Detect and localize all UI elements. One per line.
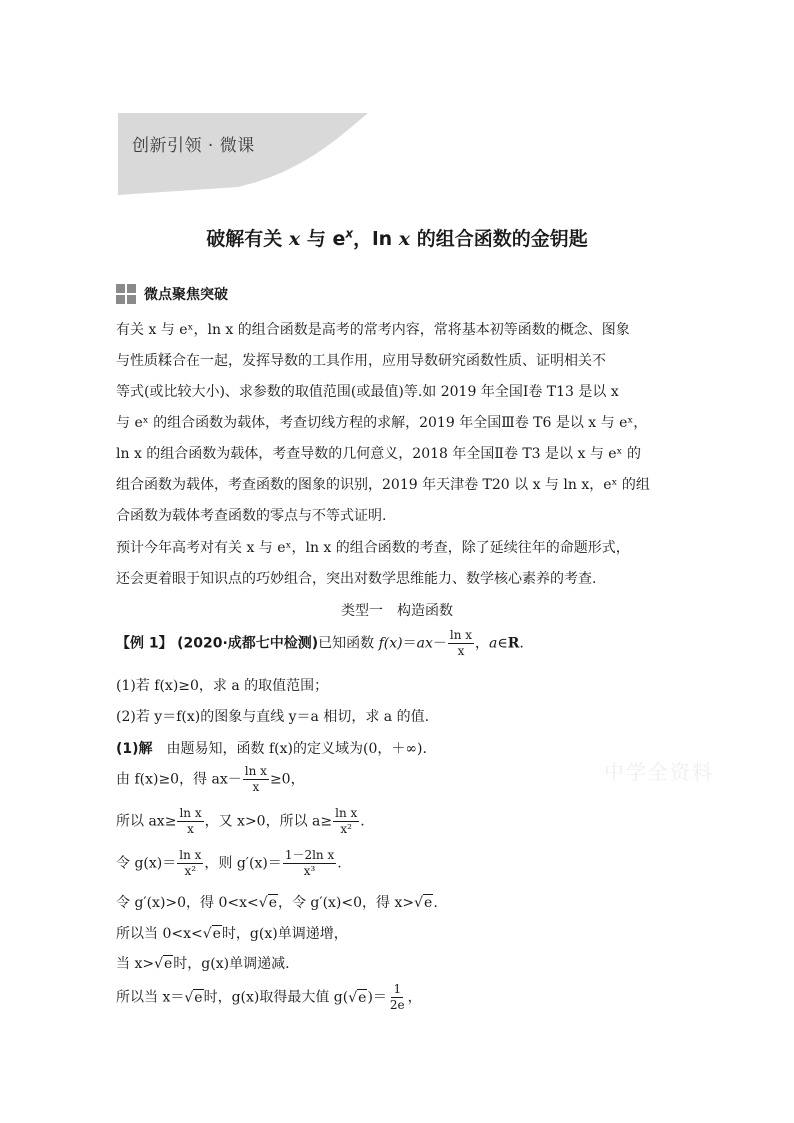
intro-line-9: 还会更着眼于知识点的巧妙组合，突出对数学思维能力、数学核心素养的考查. (116, 571, 597, 587)
intro-line-2: 与性质糅合在一起，发挥导数的工具作用，应用导数研究函数性质、证明相关不 (116, 353, 606, 369)
intro-line-3: 等式(或比较大小)、求参数的取值范围(或最值)等.如 2019 年全国Ⅰ卷 T13 是以 x (116, 384, 619, 400)
intro-line-1: 有关 x 与 eˣ，ln x 的组合函数是高考的常考内容，常将基本初等函数的概念、图象 (116, 322, 630, 338)
solution-line-8: 所以当 x＝√e时，g(x)取得最大值 g(√e)＝ $\frac{1}{2e}$ ， (116, 982, 422, 1012)
intro-line-4: 与 eˣ 的组合函数为载体，考查切线方程的求解，2019 年全国Ⅲ卷 T6 是以 x 与 eˣ， (116, 415, 648, 431)
grid-icon (116, 284, 136, 304)
intro-line-5: ln x 的组合函数为载体，考查导数的几何意义，2018 年全国Ⅱ卷 T3 是以 x 与 eˣ 的 (116, 446, 641, 462)
section-label: 微点聚焦突破 (144, 287, 228, 303)
fraction: $\frac{\text{ln x}}{x}$ (449, 628, 473, 658)
type-heading: 类型一 构造函数 (341, 603, 453, 619)
intro-line-7: 合函数为载体考查函数的零点与不等式证明. (116, 508, 387, 524)
watermark: 中学全资料 (604, 760, 714, 784)
solution-line-4: 令 g(x)＝ $\frac{\text{ln x}}{\text{x²}}$ ，则 g′(x)＝ $\frac{\text{1－2ln x}}{\text{x³}}$ . (116, 848, 342, 878)
page-title: 破解有关 x 与 $e^x$，ln x 的组合函数的金钥匙 (206, 226, 588, 250)
intro-line-8: 预计今年高考对有关 x 与 eˣ，ln x 的组合函数的考查，除了延续往年的命题形式， (116, 540, 630, 556)
question-2: (2)若 y＝f(x)的图象与直线 y＝a 相切，求 a 的值. (116, 709, 430, 725)
intro-line-6: 组合函数为载体，考查函数的图象的识别，2019 年天津卷 T20 以 x 与 ln x，eˣ 的组 (116, 477, 650, 493)
example-stem: 【例 1】 (2020·成都七中检测)已知函数 f(x)＝ax－ $\frac{\text{ln x}}{x}$ ，a∈R. (116, 628, 524, 658)
solution-line-5: 令 g′(x)>0，得 0<x<√e，令 g′(x)<0，得 x>√e. (116, 895, 438, 911)
solution-line-2: 由 f(x)≥0，得 ax－ $\frac{\text{ln x}}{x}$ ≥0， (116, 764, 305, 794)
solution-line-7: 当 x>√e时，g(x)单调递减. (116, 956, 290, 972)
section-heading (116, 283, 228, 305)
banner-title: 创新引领 · 微课 (132, 136, 255, 156)
question-1: (1)若 f(x)≥0，求 a 的取值范围； (116, 678, 329, 694)
solution-line-6: 所以当 0<x<√e时，g(x)单调递增， (116, 926, 348, 942)
section-banner (118, 113, 368, 195)
solution-line-1: (1)解 由题易知，函数 f(x)的定义域为(0，＋∞). (116, 741, 427, 757)
solution-line-3: 所以 ax≥ $\frac{\text{ln x}}{x}$ ，又 x>0，所以 a≥ $\frac{\text{ln x}}{\text{x²}}$ . (116, 806, 365, 836)
